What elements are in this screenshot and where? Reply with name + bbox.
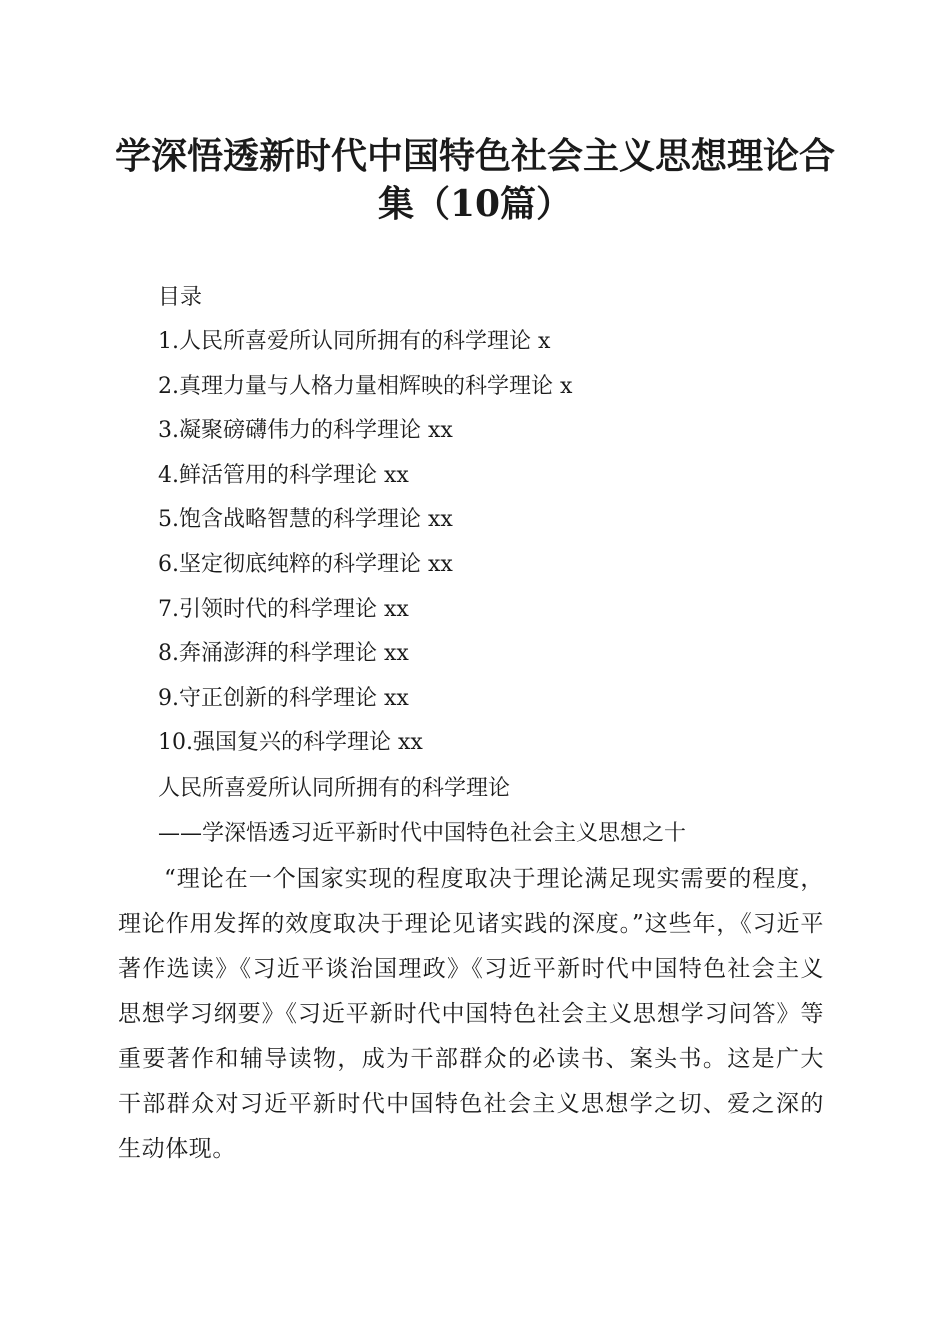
toc-heading: 目录 [158,285,203,310]
toc-item: 9.守正创新的科学理论 xx [158,685,409,711]
article-title: 人民所喜爱所认同所拥有的科学理论 [158,776,511,801]
toc-item: 1.人民所喜爱所认同所拥有的科学理论 x [158,329,551,354]
table-of-contents [158,327,572,773]
article-subtitle: ——学深悟透习近平新时代中国特色社会主义思想之十 [158,821,687,846]
toc-item: 4.鲜活管用的科学理论 xx [158,462,409,488]
toc-item: 2.真理力量与人格力量相辉映的科学理论 x [158,373,573,399]
toc-item: 6.坚定彻底纯粹的科学理论 xx [158,551,453,577]
document-title: 学深悟透新时代中国特色社会主义思想理论合集（10篇） [114,135,835,225]
toc-item: 8.奔涌澎湃的科学理论 xx [158,641,409,667]
toc-item: 5.饱含战略智慧的科学理论 xx [158,507,453,533]
toc-item: 3.凝聚磅礴伟力的科学理论 xx [158,418,453,444]
body-paragraph: “理论在一个国家实现的程度取决于理论满足现实需要的程度，理论作用发挥的效度取决于理论见诸实践的深度。”这些年，《习近平著作选读》《习近平谈治国理政》《习近平新时代中国特色社会主义思想学习纲要》《习近平新时代中国特色社会主义思想学习问答》等重要著作和辅导读物，成为干部群众的必读书、案头书。这是广大干部群众对习近平新时代中国特色社会主义思想学之切、爱之深的生动体现。 [118,866,824,1162]
toc-item: 7.引领时代的科学理论 xx [158,596,409,622]
toc-item: 10.强国复兴的科学理论 xx [158,730,423,756]
